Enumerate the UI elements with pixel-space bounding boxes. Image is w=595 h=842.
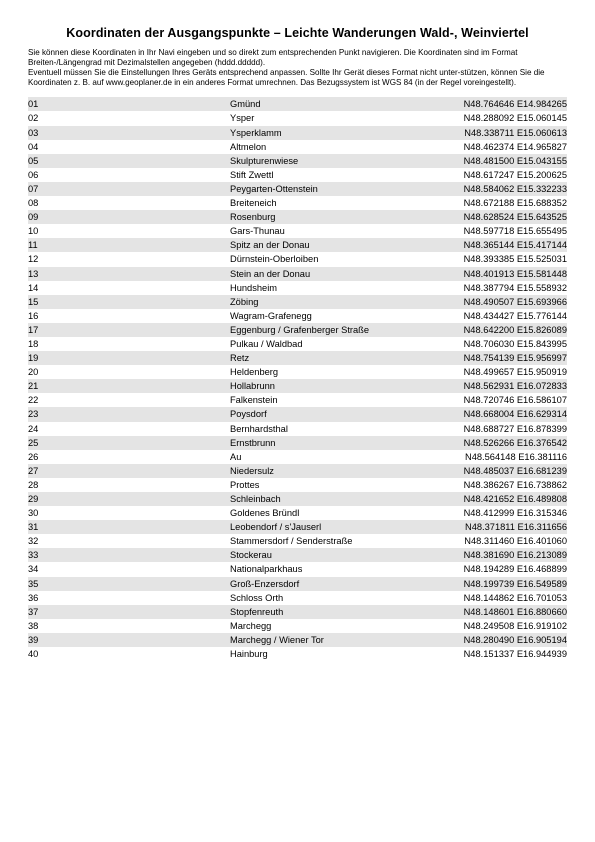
table-row (28, 111, 567, 125)
intro-text (28, 48, 567, 88)
row-number: 37 (28, 605, 230, 619)
row-coordinates: N48.490507 E15.693966 (437, 295, 567, 309)
row-number: 24 (28, 423, 39, 434)
row-number: 25 (28, 436, 230, 450)
table-row (28, 295, 567, 309)
table-row (28, 464, 567, 478)
row-place: Dürnstein-Oberloiben (230, 254, 319, 265)
table-row (28, 196, 567, 210)
row-number: 22 (28, 395, 39, 406)
row-coordinates: N48.562931 E16.072833 (437, 379, 567, 393)
row-number: 36 (28, 592, 39, 603)
row-place: Schloss Orth (230, 592, 284, 603)
row-place: Leobendorf / s'Jauserl (230, 520, 437, 534)
row-number: 13 (28, 267, 230, 281)
table-row (28, 168, 567, 182)
row-place: Skulpturenwiese (230, 154, 437, 168)
row-place: Nationalparkhaus (230, 564, 303, 575)
row-place: Rosenburg (230, 210, 437, 224)
row-number: 29 (28, 492, 230, 506)
row-number: 33 (28, 548, 230, 562)
row-number: 28 (28, 479, 39, 490)
row-coordinates: N48.584062 E15.332233 (437, 182, 567, 196)
row-coordinates: N48.481500 E15.043155 (437, 154, 567, 168)
row-place: Ysperklamm (230, 126, 437, 140)
row-number: 18 (28, 338, 39, 349)
row-number: 26 (28, 451, 39, 462)
row-place: Au (230, 451, 242, 462)
table-row (28, 154, 567, 168)
table-row (28, 450, 567, 464)
row-coordinates: N48.194289 E16.468899 (463, 564, 567, 575)
row-coordinates: N48.642200 E15.826089 (437, 323, 567, 337)
table-row (28, 478, 567, 492)
row-coordinates: N48.144862 E16.701053 (463, 592, 567, 603)
row-number: 07 (28, 182, 230, 196)
row-number: 14 (28, 282, 39, 293)
row-number: 16 (28, 310, 39, 321)
table-row (28, 605, 567, 619)
row-coordinates: N48.381690 E16.213089 (437, 548, 567, 562)
row-place: Zöbing (230, 295, 437, 309)
row-number: 20 (28, 367, 39, 378)
table-row (28, 323, 567, 337)
row-number: 21 (28, 379, 230, 393)
row-coordinates: N48.754139 E15.956997 (437, 351, 567, 365)
table-row (28, 97, 567, 111)
row-place: Goldenes Bründl (230, 508, 300, 519)
row-number: 27 (28, 464, 230, 478)
row-place: Stift Zwettl (230, 169, 274, 180)
row-coordinates: N48.597718 E15.655495 (463, 226, 567, 237)
row-place: Heldenberg (230, 367, 279, 378)
row-coordinates: N48.401913 E15.581448 (437, 267, 567, 281)
table-row (28, 267, 567, 281)
table-row (28, 548, 567, 562)
row-coordinates: N48.393385 E15.525031 (463, 254, 567, 265)
row-number: 23 (28, 407, 230, 421)
row-coordinates: N48.387794 E15.558932 (463, 282, 567, 293)
row-number: 39 (28, 633, 230, 647)
row-number: 35 (28, 577, 230, 591)
table-row (28, 238, 567, 252)
table-row (28, 647, 567, 661)
table-row (28, 126, 567, 140)
row-coordinates: N48.434427 E15.776144 (463, 310, 567, 321)
document-page (28, 26, 567, 661)
table-row (28, 577, 567, 591)
table-row (28, 591, 567, 605)
row-place: Hollabrunn (230, 379, 437, 393)
table-row (28, 379, 567, 393)
intro-paragraph-settings: Eventuell müssen Sie die Einstellungen Ihres Geräts entsprechend anpassen. Sollte Ihr Gerät dieses Format nicht unter-stützen, können Sie die Koordinaten z. B. auf www.geoplaner.de in ein anderes Format umrechnen. Das Bezugssystem ist WGS 84 (in der Regel voreingestellt). (28, 68, 545, 88)
row-number: 11 (28, 238, 230, 252)
table-row (28, 534, 567, 548)
row-number: 05 (28, 154, 230, 168)
row-number: 10 (28, 226, 39, 237)
row-number: 09 (28, 210, 230, 224)
row-number: 02 (28, 113, 39, 124)
table-row (28, 436, 567, 450)
row-number: 04 (28, 141, 39, 152)
table-row (28, 562, 567, 576)
document-title: Koordinaten der Ausgangspunkte – Leichte Wanderungen Wald-, Weinviertel (66, 26, 529, 40)
row-number: 03 (28, 126, 230, 140)
intro-paragraph-navi: Sie können diese Koordinaten in Ihr Navi eingeben und so direkt zum entsprechenden Punkt navigieren. Die Koordinaten sind im Format Breiten-/Längengrad mit Dezimalstellen angegeben (hddd.ddddd). (28, 48, 518, 68)
row-number: 01 (28, 97, 230, 111)
row-place: Bernhardsthal (230, 423, 288, 434)
row-place: Stein an der Donau (230, 267, 437, 281)
table-row (28, 252, 567, 266)
row-place: Breiteneich (230, 198, 277, 209)
table-row (28, 619, 567, 633)
table-row (28, 309, 567, 323)
row-coordinates: N48.688727 E16.878399 (463, 423, 567, 434)
table-row (28, 633, 567, 647)
row-place: Niedersulz (230, 464, 437, 478)
row-place: Marchegg (230, 620, 272, 631)
row-coordinates: N48.151337 E16.944939 (463, 649, 567, 660)
table-row (28, 365, 567, 379)
coordinates-table-body (28, 97, 567, 661)
row-place: Poysdorf (230, 407, 437, 421)
row-place: Prottes (230, 479, 260, 490)
row-number: 31 (28, 520, 230, 534)
row-place: Stopfenreuth (230, 605, 437, 619)
coordinates-table (28, 97, 567, 661)
row-number: 08 (28, 198, 39, 209)
row-coordinates: N48.672188 E15.688352 (463, 198, 567, 209)
row-place: Pulkau / Waldbad (230, 338, 303, 349)
row-number: 06 (28, 169, 39, 180)
table-row (28, 224, 567, 238)
row-coordinates: N48.564148 E16.381116 (464, 451, 567, 462)
table-row (28, 506, 567, 520)
row-place: Peygarten-Ottenstein (230, 182, 437, 196)
row-coordinates: N48.462374 E14.965827 (463, 141, 567, 152)
row-place: Ysper (230, 113, 255, 124)
row-place: Altmelon (230, 141, 267, 152)
row-place: Stockerau (230, 548, 437, 562)
row-place: Hundsheim (230, 282, 278, 293)
row-place: Gmünd (230, 97, 437, 111)
row-place: Schleinbach (230, 492, 437, 506)
row-place: Hainburg (230, 649, 268, 660)
row-place: Wagram-Grafenegg (230, 310, 312, 321)
row-number: 30 (28, 508, 39, 519)
table-row (28, 182, 567, 196)
row-coordinates: N48.421652 E16.489808 (437, 492, 567, 506)
row-coordinates: N48.288092 E15.060145 (463, 113, 567, 124)
row-coordinates: N48.720746 E16.586107 (463, 395, 567, 406)
table-row (28, 281, 567, 295)
row-coordinates: N48.311460 E16.401060 (464, 536, 567, 547)
row-number: 40 (28, 649, 39, 660)
row-coordinates: N48.499657 E15.950919 (463, 367, 567, 378)
row-coordinates: N48.628524 E15.643525 (437, 210, 567, 224)
table-row (28, 393, 567, 407)
row-coordinates: N48.412999 E16.315346 (463, 508, 567, 519)
row-coordinates: N48.148601 E16.880660 (437, 605, 567, 619)
row-place: Stammersdorf / Senderstraße (230, 536, 353, 547)
row-place: Ernstbrunn (230, 436, 437, 450)
table-row (28, 407, 567, 421)
row-coordinates: N48.280490 E16.905194 (437, 633, 567, 647)
row-place: Spitz an der Donau (230, 238, 437, 252)
row-coordinates: N48.371811 E16.311656 (437, 520, 567, 534)
row-number: 17 (28, 323, 230, 337)
row-number: 19 (28, 351, 230, 365)
row-place: Falkenstein (230, 395, 278, 406)
row-place: Retz (230, 351, 437, 365)
table-row (28, 337, 567, 351)
row-coordinates: N48.668004 E16.629314 (437, 407, 567, 421)
row-coordinates: N48.338711 E15.060613 (437, 126, 567, 140)
table-row (28, 210, 567, 224)
row-place: Eggenburg / Grafenberger Straße (230, 323, 437, 337)
row-coordinates: N48.199739 E16.549589 (437, 577, 567, 591)
table-row (28, 422, 567, 436)
table-row (28, 140, 567, 154)
row-coordinates: N48.764646 E14.984265 (437, 97, 567, 111)
row-number: 32 (28, 536, 39, 547)
row-coordinates: N48.617247 E15.200625 (463, 169, 567, 180)
row-place: Gars-Thunau (230, 226, 285, 237)
row-number: 34 (28, 564, 39, 575)
table-row (28, 351, 567, 365)
row-number: 12 (28, 254, 39, 265)
table-row (28, 492, 567, 506)
table-row (28, 520, 567, 534)
row-coordinates: N48.365144 E15.417144 (437, 238, 567, 252)
row-coordinates: N48.485037 E16.681239 (437, 464, 567, 478)
row-coordinates: N48.706030 E15.843995 (463, 338, 567, 349)
row-coordinates: N48.386267 E16.738862 (463, 479, 567, 490)
row-coordinates: N48.249508 E16.919102 (463, 620, 567, 631)
row-number: 38 (28, 620, 39, 631)
row-coordinates: N48.526266 E16.376542 (437, 436, 567, 450)
row-place: Groß-Enzersdorf (230, 577, 437, 591)
row-place: Marchegg / Wiener Tor (230, 633, 437, 647)
row-number: 15 (28, 295, 230, 309)
